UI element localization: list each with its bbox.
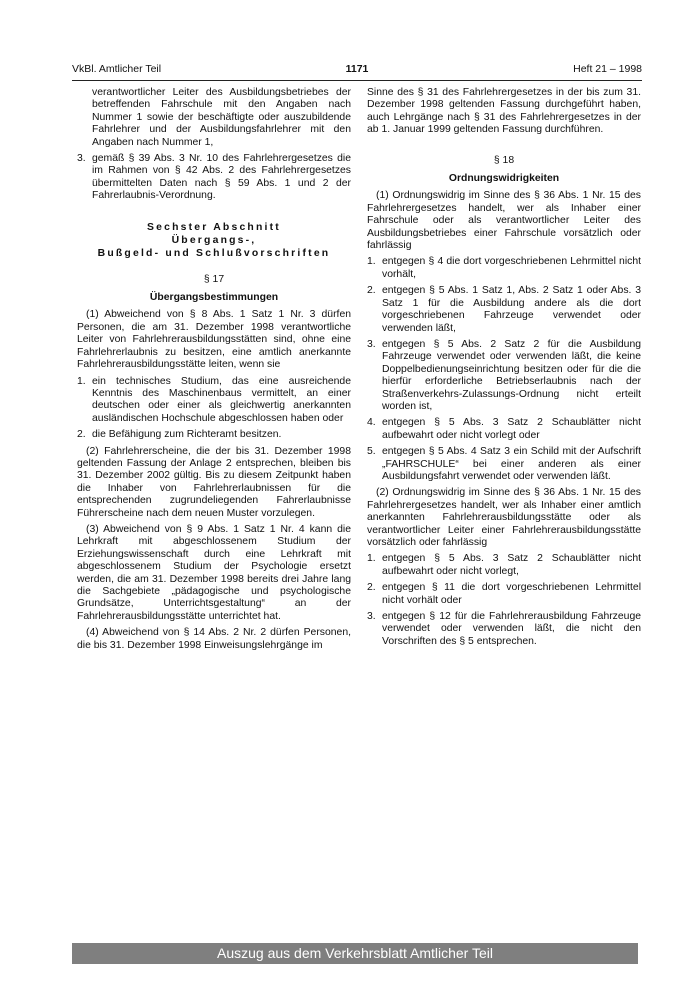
list-item-number: 1. — [77, 375, 86, 387]
list-item-text: ein technisches Studium, das eine ausreichende Kenntnis des Maschinenbaus vermittelt, an einer deutschen oder einer als gleichwertig anerkannten ausländischen Hochschule abgeschlossen haben oder — [92, 375, 351, 424]
subsection-text: (1) Ordnungswidrig im Sinne des § 36 Abs. 1 Nr. 15 des Fahrlehrergesetzes handelt, wer als Inhaber einer Fahrschule oder als verantwortlicher Leiter des Ausbildungsbetriebes einer Fahrschule vorsätzlich oder fahrlässig — [367, 190, 641, 252]
list-item — [77, 153, 351, 203]
list-item — [367, 256, 641, 281]
list-item — [367, 446, 641, 483]
list-item-text: entgegen § 11 die dort vorgeschriebenen Lehrmittel nicht vorhält oder — [382, 582, 641, 606]
running-header — [72, 63, 642, 79]
section-heading: Bußgeld- und Schlußvorschriften — [97, 247, 331, 259]
list-item-number: 3. — [367, 338, 376, 350]
list-item-number: 3. — [77, 153, 86, 165]
list-item-text: entgegen § 12 für die Fahrlehrerausbildung Fahrzeuge verwendet oder verwenden läßt, die nicht den Vorschriften des § 5 entsprechen. — [382, 611, 641, 647]
list-item — [367, 611, 641, 648]
header-divider — [72, 80, 642, 81]
continuation-text: Sinne des § 31 des Fahrlehrergesetzes in der bis zum 31. Dezember 1998 geltenden Fassung durchgeführt haben, auch Lehrgänge nach § 31 des Fahrlehrergesetzes in der ab 1. Januar 1999 geltenden Fassung durchführen. — [367, 87, 641, 136]
subsection-text: (1) Abweichend von § 8 Abs. 1 Satz 1 Nr. 3 dürfen Personen, die am 31. Dezember 1998 verantwortliche Leiter von Fahrlehrerausbildungsstätten sind, ohne eine Fahrlehrerlaubnis zu besitzen, eine amtlich anerkannte Fahrlehrerausbildungsstätte leiten, wenn sie — [77, 309, 351, 371]
list-item-number: 1. — [367, 256, 376, 268]
subsection-text: (4) Abweichend von § 14 Abs. 2 Nr. 2 dürfen Personen, die bis 31. Dezember 1998 Einweisungslehrgänge im — [77, 627, 351, 651]
list-item — [367, 339, 641, 413]
section-heading: Übergangs-, — [171, 234, 257, 246]
paragraph-title: Ordnungswidrigkeiten — [448, 173, 560, 185]
paragraph-sign: § 18 — [493, 154, 515, 166]
list-item-text: entgegen § 5 Abs. 4 Satz 3 ein Schild mit der Aufschrift „FAHRSCHULE“ bei einer anderen als einer Ausbildungsfahrt verwendet oder verwenden läßt. — [382, 446, 641, 482]
right-column — [367, 87, 641, 652]
subsection-text: (2) Fahrlehrerscheine, die der bis 31. Dezember 1998 geltenden Fassung der Anlage 2 entsprechen, bleiben bis 31. Dezember 2002 gültig. Bis zu diesem Zeitpunkt haben die Inhaber von Fahrlehrerlaubnissen für die entsprechenden zugrundeliegenden Fahrerlaubnisse Führerscheine nach dem neuen Muster vorzulegen. — [77, 445, 351, 519]
list-item-number: 4. — [367, 417, 376, 429]
list-item-number: 2. — [367, 285, 376, 297]
subsection-text: (3) Abweichend von § 9 Abs. 1 Satz 1 Nr. 4 kann die Lehrkraft mit abgeschlossenem Studium der Erziehungswissenschaft durch eine Lehrkraft mit abgeschlossenem Studium der Psychologie ersetzt werden, die am 31. Dezember 1998 bereits drei Jahre lang die Sachgebiete „pädagogische und psychologische Grundsätze, Unterrichtsgestaltung“ an der Fahrlehrerausbildungsstätte unterrichtet hat. — [77, 523, 351, 622]
footer-text: Auszug aus dem Verkehrsblatt Amtlicher Teil — [217, 945, 493, 961]
section-heading: Sechster Abschnitt — [147, 221, 281, 233]
list-item-text: entgegen § 5 Abs. 1 Satz 1, Abs. 2 Satz 1 oder Abs. 3 Satz 1 für die Ausbildung andere als die dort vorgeschriebenen Fahrzeuge verwendet oder verwenden läßt, — [382, 285, 641, 334]
list-item-number: 5. — [367, 446, 376, 458]
list-item — [367, 285, 641, 335]
footer-banner — [72, 943, 638, 964]
list-item — [77, 376, 351, 426]
journal-name: VkBl. Amtlicher Teil — [72, 63, 162, 75]
list-item-text: entgegen § 4 die dort vorgeschriebenen Lehrmittel nicht vorhält, — [382, 256, 641, 280]
list-item — [367, 553, 641, 578]
list-item-text: gemäß § 39 Abs. 3 Nr. 10 des Fahrlehrergesetzes die im Rahmen von § 42 Abs. 2 des Fahrlehrergesetzes übermittelten Daten nach § 59 Abs. 1 und 2 der Fahrerlaubnis-Verordnung. — [92, 153, 351, 202]
subsection-text: (2) Ordnungswidrig im Sinne des § 36 Abs. 1 Nr. 15 des Fahrlehrergesetzes handelt, wer als Inhaber einer amtlich anerkannten Fahrlehrerausbildungsstätte oder als verantwortlicher Leiter einer Fahrlehrerausbildungsstätte vorsätzlich oder fahrlässig — [367, 487, 641, 548]
list-item-number: 1. — [367, 553, 376, 565]
continuation-text: verantwortlicher Leiter des Ausbildungsbetriebes der betreffenden Fahrschule mit den Angaben nach Nummer 1 sowie der beschäftigte oder auszubildende Fahrlehrer und der Ausbildungsfahrlehrer mit den Angaben nach Nummer 1, — [92, 87, 351, 148]
list-item-number: 3. — [367, 611, 376, 623]
paragraph-sign: § 17 — [203, 273, 225, 285]
list-item-text: die Befähigung zum Richteramt besitzen. — [92, 429, 282, 441]
page-number: 1171 — [345, 63, 369, 75]
list-item-text: entgegen § 5 Abs. 3 Satz 2 Schaublätter nicht aufbewahrt oder nicht vorlegt oder — [382, 417, 641, 441]
list-item-number: 2. — [77, 429, 86, 441]
list-item-number: 2. — [367, 582, 376, 594]
list-item — [367, 582, 641, 607]
list-item-text: entgegen § 5 Abs. 2 Satz 2 für die Ausbildung Fahrzeuge verwendet oder verwenden läßt, die keine Doppelbedienungseinrichtung besitzen oder für die die hierfür erforderliche Betriebserlaubnis nach der Straßenverkehrs-Zulassungs-Ordnung nicht erteilt worden ist, — [382, 338, 641, 412]
list-item-text: entgegen § 5 Abs. 3 Satz 2 Schaublätter nicht aufbewahrt oder nicht vorlegt, — [382, 553, 641, 577]
left-column — [77, 87, 351, 656]
list-item — [367, 417, 641, 442]
issue-label: Heft 21 – 1998 — [573, 63, 642, 75]
list-item — [77, 429, 351, 441]
paragraph-title: Übergangsbestimmungen — [149, 292, 279, 304]
